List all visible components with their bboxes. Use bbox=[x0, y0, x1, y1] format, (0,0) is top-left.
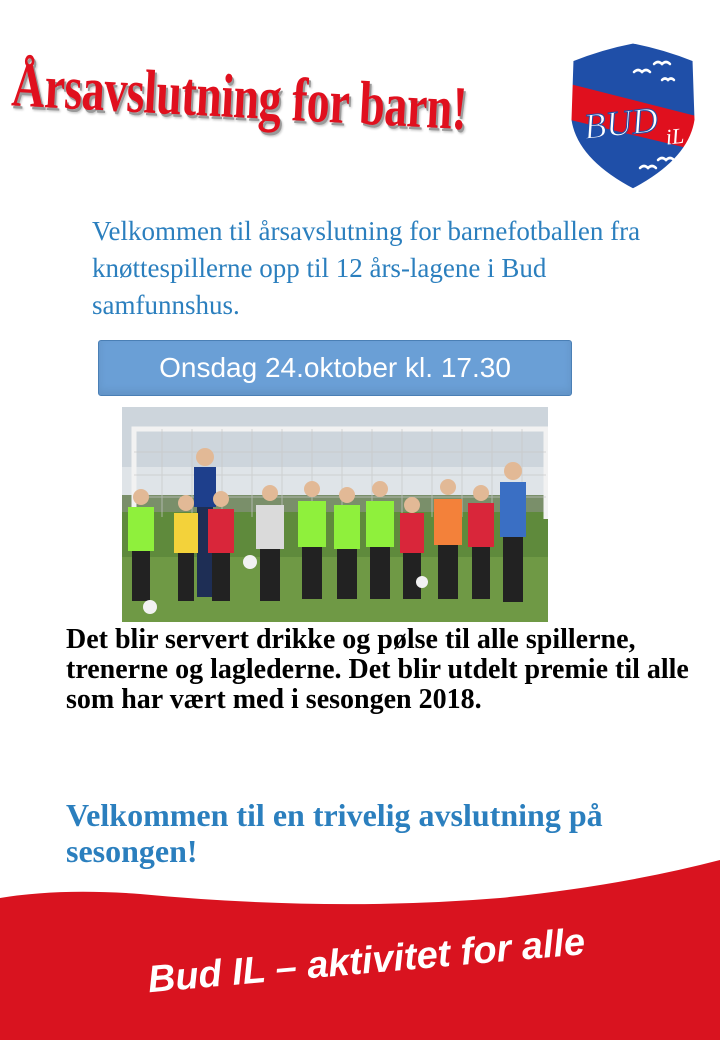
closing-text: Velkommen til en trivelig avslutning på sesongen! bbox=[66, 797, 603, 869]
team-photo bbox=[122, 407, 548, 622]
event-date-box bbox=[98, 340, 572, 396]
footer-slogan: Bud IL – aktivitet for alle bbox=[146, 921, 587, 1002]
logo-text-suffix: iL bbox=[664, 122, 686, 150]
logo-text-main: BUD bbox=[581, 99, 660, 147]
event-date-label: Onsdag 24.oktober kl. 17.30 bbox=[159, 352, 511, 383]
info-text: Det blir servert drikke og pølse til alle spillerne, trenerne og laglederne. Det blir utdelt premie til alle som har vært med i sesongen 2018. bbox=[66, 624, 689, 715]
bud-il-logo bbox=[562, 40, 704, 192]
footer-banner bbox=[0, 860, 720, 1040]
intro-text: Velkommen til årsavslutning for barnefotballen fra knøttespillerne opp til 12 års-lagene i Bud samfunnshus. bbox=[92, 216, 641, 320]
page-title: Årsavslutning for barn! bbox=[10, 50, 469, 143]
